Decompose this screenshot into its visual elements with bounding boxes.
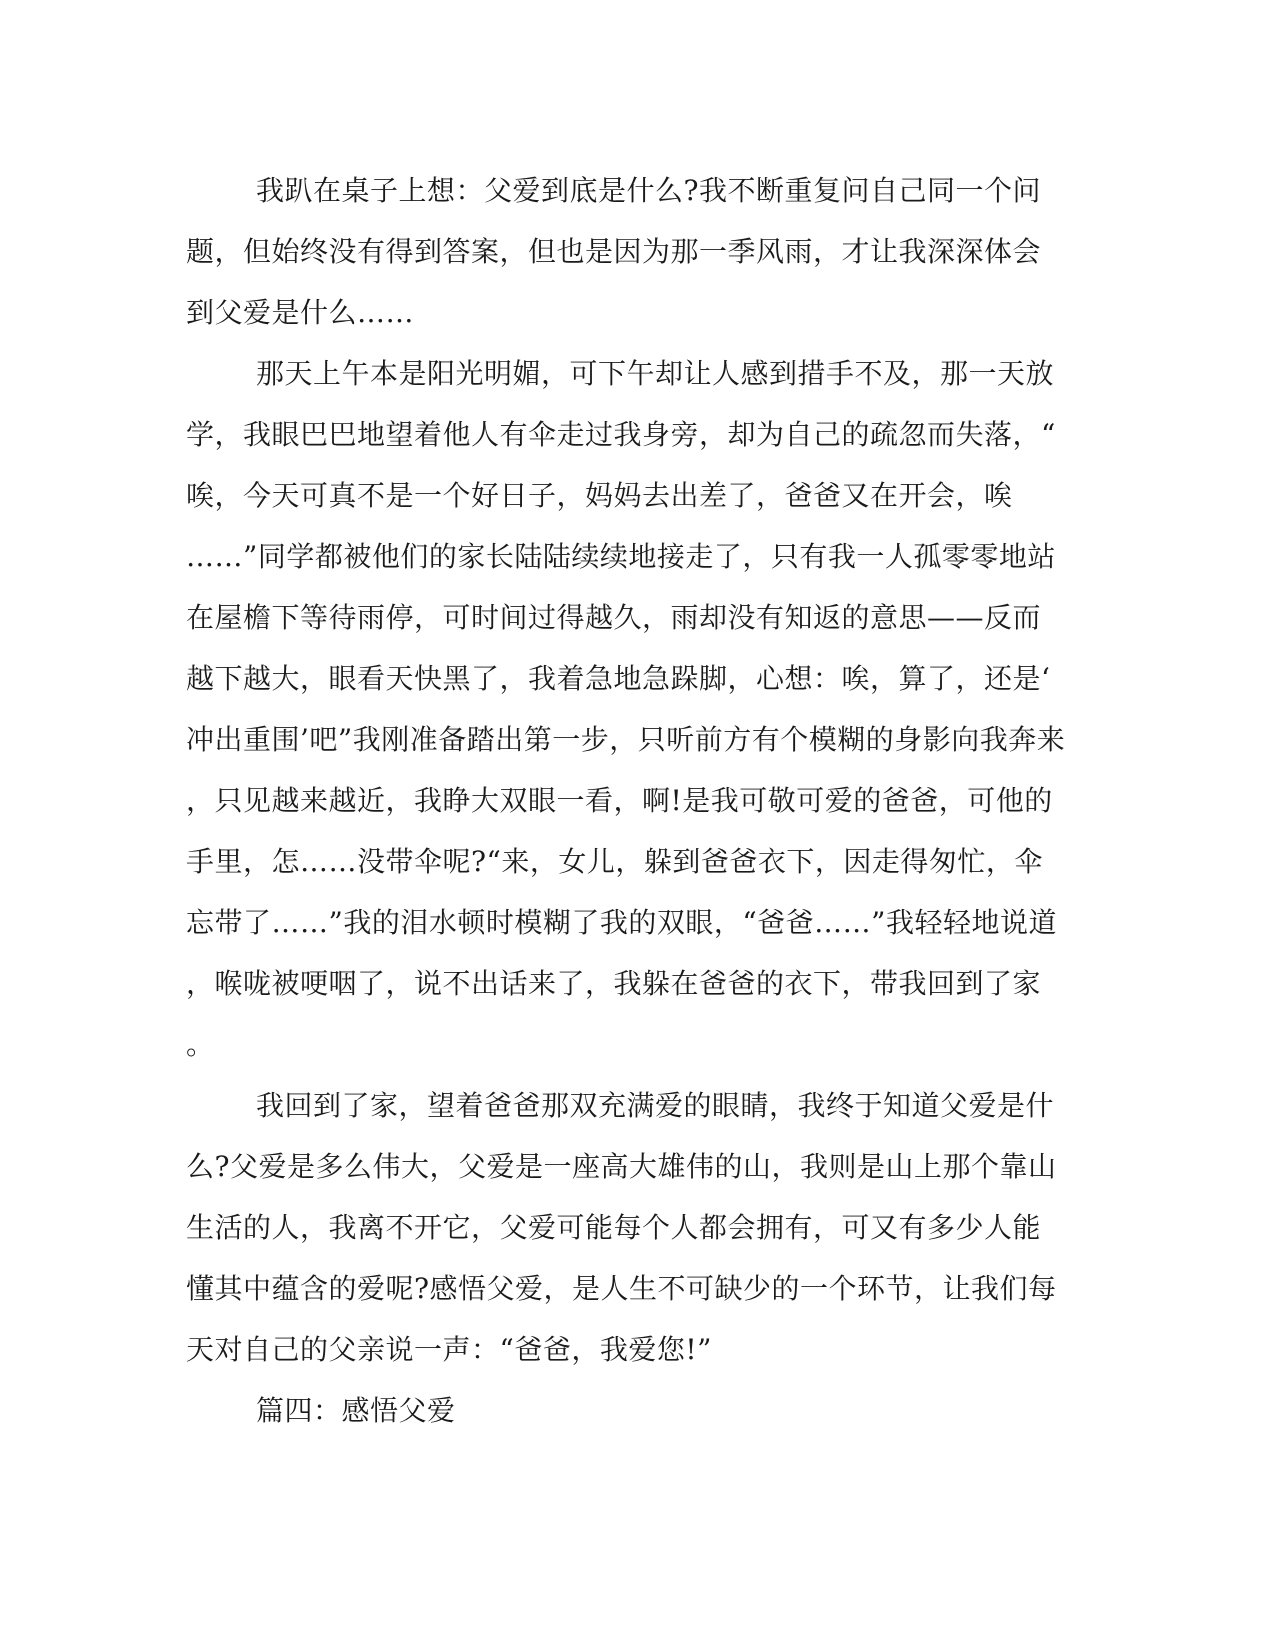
text-line: ，喉咙被哽咽了，说不出话来了，我躲在爸爸的衣下，带我回到了家: [186, 967, 1042, 1000]
text-line: 学，我眼巴巴地望着他人有伞走过我身旁，却为自己的疏忽而失落，“: [186, 418, 1056, 451]
text-line: 到父爱是什么……: [186, 296, 415, 329]
text-line: 生活的人，我离不开它，父爱可能每个人都会拥有，可又有多少人能: [186, 1211, 1042, 1244]
text-line: 我回到了家，望着爸爸那双充满爱的眼睛，我终于知道父爱是什: [256, 1089, 1055, 1122]
document-body: [186, 160, 1086, 1441]
text-line: 手里，怎……没带伞呢?“来，女儿，躲到爸爸衣下，因走得匆忙，伞: [186, 845, 1043, 878]
text-line: 天对自己的父亲说一声：“爸爸，我爱您!”: [186, 1333, 712, 1366]
text-line: ，只见越来越近，我睁大双眼一看，啊!是我可敬可爱的爸爸，可他的: [186, 784, 1053, 817]
paragraph-3: [186, 1075, 1086, 1380]
text-line: 越下越大，眼看天快黑了，我着急地急跺脚，心想：唉，算了，还是‘: [186, 662, 1051, 695]
text-line: 。: [186, 1028, 215, 1061]
text-line: 么?父爱是多么伟大，父爱是一座高大雄伟的山，我则是山上那个靠山: [186, 1150, 1057, 1183]
section-heading: [186, 1380, 1086, 1441]
text-line: 那天上午本是阳光明媚，可下午却让人感到措手不及，那一天放: [256, 357, 1055, 390]
text-line: 忘带了……”我的泪水顿时模糊了我的双眼，“爸爸……”我轻轻地说道: [186, 906, 1057, 939]
text-line: 在屋檐下等待雨停，可时间过得越久，雨却没有知返的意思——反而: [186, 601, 1042, 634]
text-line: 唉，今天可真不是一个好日子，妈妈去出差了，爸爸又在开会，唉: [186, 479, 1013, 512]
text-line: ……”同学都被他们的家长陆陆续续地接走了，只有我一人孤零零地站: [186, 540, 1056, 573]
text-line: 懂其中蕴含的爱呢?感悟父爱，是人生不可缺少的一个环节，让我们每: [186, 1272, 1057, 1305]
paragraph-1: [186, 160, 1086, 343]
paragraph-2: [186, 343, 1086, 1075]
heading-text: 篇四：感悟父爱: [256, 1394, 456, 1427]
text-line: 冲出重围’吧”我刚准备踏出第一步，只听前方有个模糊的身影向我奔来: [186, 723, 1066, 756]
text-line: 我趴在桌子上想：父爱到底是什么?我不断重复问自己同一个问: [256, 174, 1042, 207]
text-line: 题，但始终没有得到答案，但也是因为那一季风雨，才让我深深体会: [186, 235, 1042, 268]
